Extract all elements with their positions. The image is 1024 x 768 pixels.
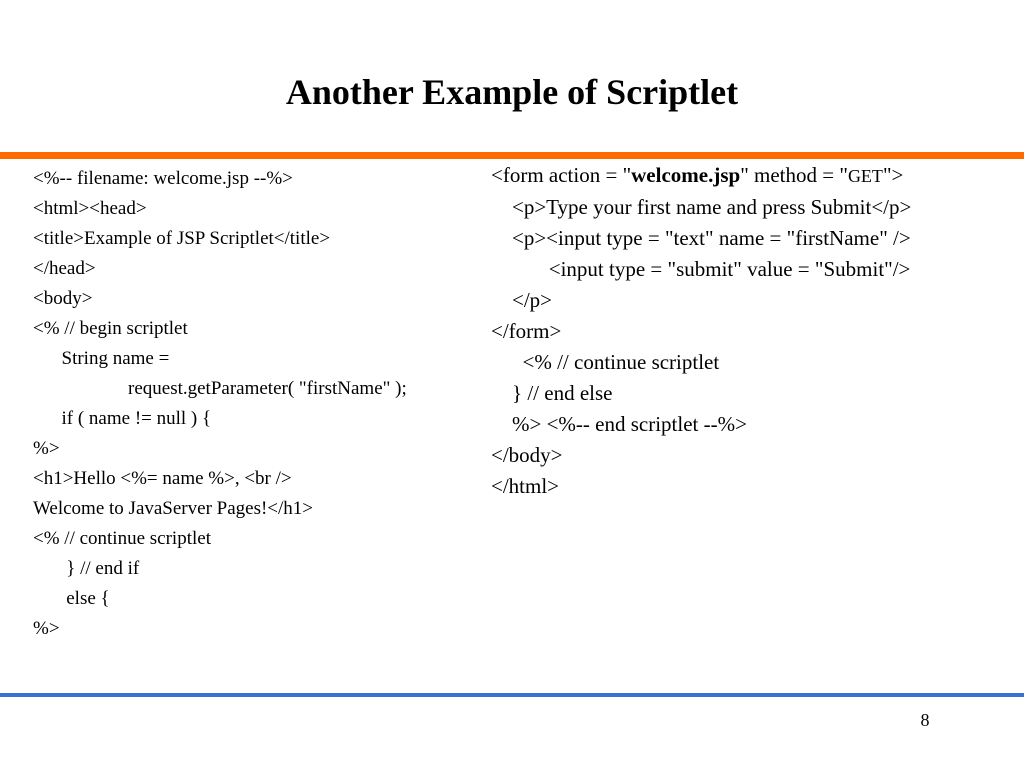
code-line: if ( name != null ) {	[33, 408, 212, 429]
code-line: %>	[33, 618, 60, 639]
code-line-form-open	[491, 160, 1016, 192]
code-listing-right	[491, 160, 1016, 502]
code-text: ">	[882, 163, 904, 187]
code-line: <%-- filename: welcome.jsp --%>	[33, 168, 293, 189]
code-line: String name =	[33, 348, 170, 369]
footer-divider	[0, 693, 1024, 697]
code-line: } // end if	[33, 558, 140, 579]
code-line: <input type = "submit" value = "Submit"/>	[491, 257, 911, 281]
code-line: } // end else	[491, 381, 613, 405]
code-line: %>	[33, 438, 60, 459]
title-divider	[0, 152, 1024, 159]
code-line: <% // continue scriptlet	[33, 528, 211, 549]
code-text: " method = "	[740, 163, 848, 187]
code-listing-left	[33, 164, 473, 644]
code-text: <form action = "	[491, 163, 632, 187]
code-line: </body>	[491, 443, 563, 467]
form-action-value: welcome.jsp	[631, 163, 741, 187]
code-line: </html>	[491, 474, 560, 498]
code-line: </head>	[33, 258, 96, 279]
form-method-value: GET	[847, 166, 883, 186]
code-line: <% // begin scriptlet	[33, 318, 188, 339]
code-line: </form>	[491, 319, 562, 343]
code-line: <body>	[33, 288, 93, 309]
code-line: request.getParameter( "firstName" );	[33, 378, 407, 399]
code-line: else {	[33, 588, 110, 609]
code-line: %> <%-- end scriptlet --%>	[491, 412, 747, 436]
code-line: </p>	[491, 288, 553, 312]
code-line: <h1>Hello <%= name %>, <br />	[33, 468, 292, 489]
page-number: 8	[920, 710, 930, 730]
code-line: <title>Example of JSP Scriptlet</title>	[33, 228, 331, 249]
slide-title: Another Example of Scriptlet	[285, 72, 739, 112]
code-line: <% // continue scriptlet	[491, 350, 720, 374]
code-line: <html><head>	[33, 198, 147, 219]
code-line: <p>Type your first name and press Submit</p>	[491, 195, 912, 219]
code-line: <p><input type = "text" name = "firstName" />	[491, 226, 911, 250]
code-line: Welcome to JavaServer Pages!</h1>	[33, 498, 314, 519]
